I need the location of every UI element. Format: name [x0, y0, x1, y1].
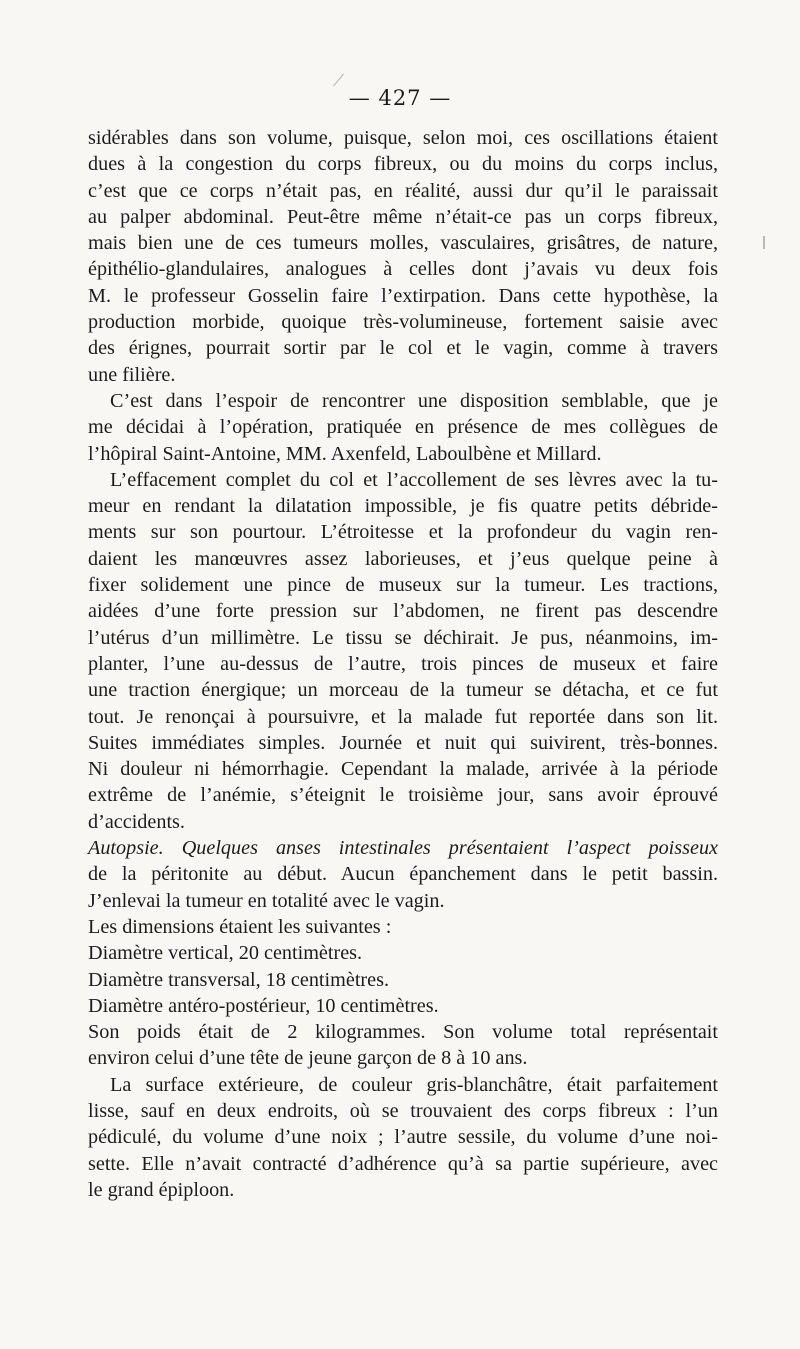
text-line: J’enlevai la tumeur en totalité avec le vagin.: [88, 889, 445, 912]
text-line: La surface extérieure, de couleur gris-blanchâtre, était parfaitement: [110, 1073, 718, 1096]
text-line: extrême de l’anémie, s’éteignit le troisième jour, sans avoir éprouvé: [88, 784, 718, 807]
text-line: mais bien une de ces tumeurs molles, vasculaires, grisâtres, de nature,: [88, 232, 718, 255]
text-line: daient les manœuvres assez laborieuses, et j’eus quelque peine à: [88, 547, 718, 570]
text-line: meur en rendant la dilatation impossible, je fis quatre petits débride-: [88, 495, 718, 518]
text-line: d’accidents.: [88, 810, 185, 833]
text-line: pédiculé, du volume d’une noix ; l’autre sessile, du volume d’une noi-: [88, 1126, 718, 1149]
text-line: sette. Elle n’avait contracté d’adhérence qu’à sa partie supérieure, avec: [88, 1152, 718, 1175]
text-line: planter, l’une au-dessus de l’autre, trois pinces de museux et faire: [88, 652, 718, 675]
text-line: au palper abdominal. Peut-être même n’était-ce pas un corps fibreux,: [88, 205, 718, 228]
text-line: Ni douleur ni hémorrhagie. Cependant la malade, arrivée à la période: [88, 758, 718, 781]
text-line: épithélio-glandulaires, analogues à celles dont j’avais vu deux fois: [88, 258, 718, 281]
text-line: aidées d’une forte pression sur l’abdomen, ne firent pas descendre: [88, 600, 718, 623]
text-line: C’est dans l’espoir de rencontrer une disposition semblable, que je: [110, 389, 718, 412]
text-line: c’est que ce corps n’était pas, en réalité, aussi dur qu’il le paraissait: [88, 179, 718, 202]
text-line: des érignes, pourrait sortir par le col et le vagin, comme à travers: [88, 337, 718, 360]
text-line: environ celui d’une tête de jeune garçon de 8 à 10 ans.: [88, 1047, 528, 1070]
text-line: L’effacement complet du col et l’accollement de ses lèvres avec la tu-: [110, 468, 718, 491]
dimension-transverse: Diamètre transversal, 18 centimètres.: [88, 968, 390, 991]
dimension-ap: Diamètre antéro-postérieur, 10 centimètres.: [88, 994, 439, 1017]
text-line: Son poids était de 2 kilogrammes. Son volume total représentait: [88, 1021, 718, 1044]
text-line: tout. Je renonçai à poursuivre, et la malade fut reportée dans son lit.: [88, 705, 718, 728]
text-line: production morbide, quoique très-volumineuse, fortement saisie avec: [88, 311, 718, 334]
text-line: fixer solidement une pince de museux sur la tumeur. Les tractions,: [88, 574, 718, 597]
dimension-vertical: Diamètre vertical, 20 centimètres.: [88, 942, 363, 965]
autopsy-line: Autopsie. Quelques anses intestinales présentaient l’aspect poisseux: [88, 837, 718, 860]
margin-mark: [763, 236, 765, 249]
text-line: l’hôpiral Saint-Antoine, MM. Axenfeld, Laboulbène et Millard.: [88, 442, 602, 465]
text-line: ments sur son pourtour. L’étroitesse et la profondeur du vagin ren-: [88, 521, 718, 544]
text-line: M. le professeur Gosselin faire l’extirpation. Dans cette hypothèse, la: [88, 284, 718, 307]
text-line: une filière.: [88, 363, 176, 386]
text-line: Suites immédiates simples. Journée et nuit qui suivirent, très-bonnes.: [88, 731, 718, 754]
text-line: l’utérus d’un millimètre. Le tissu se déchirait. Je pus, néanmoins, im-: [88, 626, 718, 649]
text-line: me décidai à l’opération, pratiquée en présence de mes collègues de: [88, 416, 718, 439]
body-text: [88, 125, 718, 1203]
text-line: Les dimensions étaient les suivantes :: [88, 915, 392, 938]
ink-mark: [333, 74, 344, 87]
text-line: de la péritonite au début. Aucun épanchement dans le petit bassin.: [88, 863, 718, 886]
text-line: lisse, sauf en deux endroits, où se trouvaient des corps fibreux : l’un: [88, 1099, 718, 1122]
text-line: le grand épiploon.: [88, 1178, 235, 1201]
text-line: sidérables dans son volume, puisque, selon moi, ces oscillations étaient: [88, 127, 718, 149]
text-line: dues à la congestion du corps fibreux, ou du moins du corps inclus,: [88, 153, 718, 176]
text-line: une traction énergique; un morceau de la tumeur se détacha, et ce fut: [88, 679, 718, 702]
page-number: — 427 —: [348, 86, 452, 110]
